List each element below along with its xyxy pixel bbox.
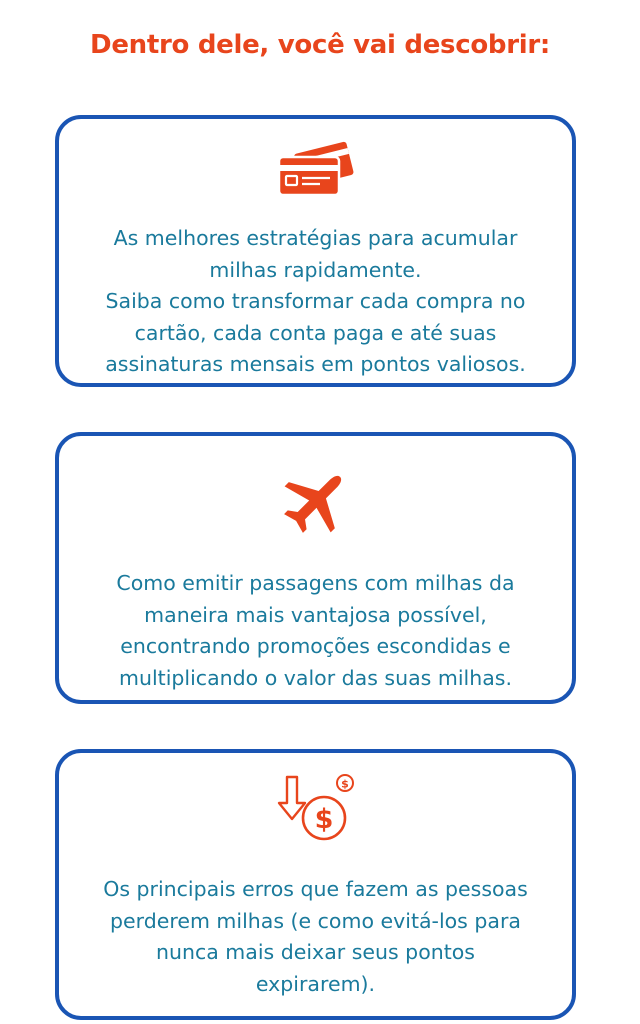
feature-card-common-mistakes: [55, 749, 576, 1020]
card-text: Como emitir passagens com milhas da maneira mais vantajosa possível, encontrando promoções escondidas e multiplicando o valor das suas milhas.: [116, 571, 515, 690]
card-text: As melhores estratégias para acumular milhas rapidamente. Saiba como transformar cada compra no cartão, cada conta paga e até suas assinaturas mensais em pontos valiosos.: [105, 226, 526, 376]
airplane-icon: [277, 464, 355, 538]
svg-text:$: $: [314, 804, 333, 835]
page-title: Dentro dele, você vai descobrir:: [90, 30, 550, 60]
feature-card-flight-tickets: [55, 432, 576, 704]
svg-text:$: $: [340, 777, 349, 791]
card-text: Os principais erros que fazem as pessoas perderem milhas (e como evitá-los para nunca mais deixar seus pontos expirarem).: [103, 877, 528, 996]
feature-card-miles-strategies: [55, 115, 576, 387]
money-loss-icon: [275, 773, 357, 847]
credit-card-icon: [275, 141, 357, 199]
